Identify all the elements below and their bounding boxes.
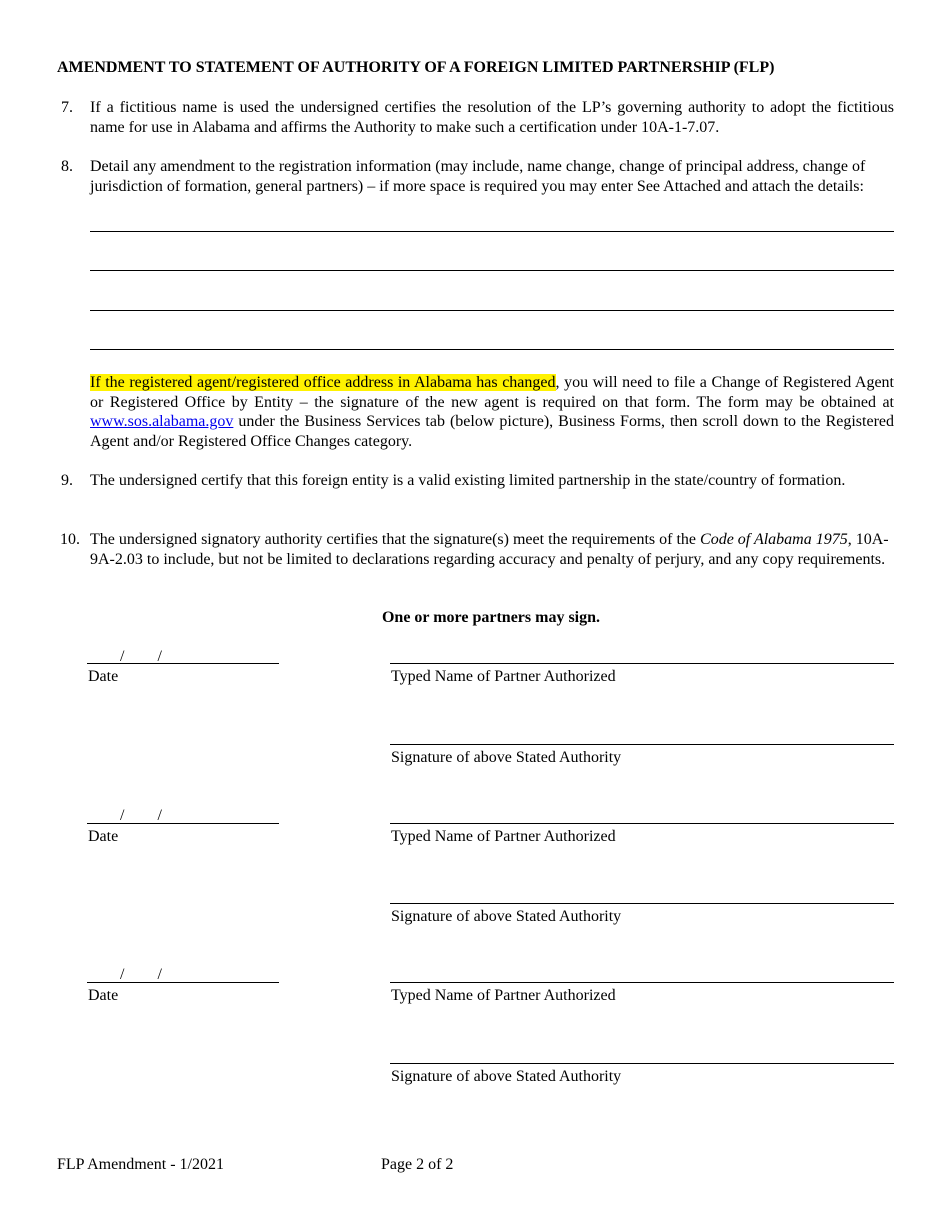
item-8-text: Detail any amendment to the registration information (may include, name change, change of principal address, change of jurisdiction of formation, general partners) – if more space is required you may enter See Attached and attach the details: — [90, 158, 866, 195]
date-line-2[interactable] — [87, 823, 279, 824]
date-field-3[interactable]: / / — [120, 966, 162, 983]
amendment-line-4[interactable] — [90, 349, 894, 350]
item-9-text: The undersigned certify that this foreign entity is a valid existing limited partnership in the state/country of formation. — [90, 472, 846, 489]
item-10-text-a: The undersigned signatory authority certifies that the signature(s) meet the requirements of the — [90, 531, 701, 548]
footer-page-number: Page 2 of 2 — [381, 1156, 454, 1173]
amendment-line-2[interactable] — [90, 270, 894, 271]
page-title: AMENDMENT TO STATEMENT OF AUTHORITY OF A FOREIGN LIMITED PARTNERSHIP (FLP) — [57, 59, 775, 76]
signature-line-3[interactable] — [390, 1063, 894, 1064]
date-field-1[interactable]: / / — [120, 648, 162, 665]
item-10-number: 10. — [60, 531, 80, 548]
typed-name-line-2[interactable] — [390, 823, 894, 824]
date-label-2: Date — [88, 828, 119, 845]
date-line-1[interactable] — [87, 663, 279, 664]
item-9-number: 9. — [61, 472, 73, 489]
date-field-2[interactable]: / / — [120, 807, 162, 824]
typed-name-line-3[interactable] — [390, 982, 894, 983]
sos-website-link[interactable]: www.sos.alabama.gov — [90, 413, 234, 430]
item-10-code-citation: Code of Alabama 1975 — [700, 531, 848, 548]
item-7-text: If a fictitious name is used the undersigned certifies the resolution of the LP’s governing authority to adopt the fictitious name for use in Alabama and affirms the Authority to make such a certification under 10A-1-7.07. — [90, 99, 894, 136]
typed-name-line-1[interactable] — [390, 663, 894, 664]
date-line-3[interactable] — [87, 982, 279, 983]
typed-name-label-1: Typed Name of Partner Authorized — [391, 668, 616, 685]
typed-name-label-3: Typed Name of Partner Authorized — [391, 987, 616, 1004]
registered-agent-note — [90, 373, 894, 451]
signature-line-2[interactable] — [390, 903, 894, 904]
typed-name-label-2: Typed Name of Partner Authorized — [391, 828, 616, 845]
signers-heading: One or more partners may sign. — [381, 609, 601, 626]
signature-label-1: Signature of above Stated Authority — [391, 749, 622, 766]
registered-agent-text-a: , you will need to file a Change of Registered Agent or Registered Office by Entity – the signature of the new agent is required on that form. The form may be obtained at — [90, 374, 894, 411]
signature-line-1[interactable] — [390, 744, 894, 745]
signature-label-2: Signature of above Stated Authority — [391, 908, 622, 925]
item-8-number: 8. — [61, 158, 73, 175]
signature-label-3: Signature of above Stated Authority — [391, 1068, 622, 1085]
amendment-line-3[interactable] — [90, 310, 894, 311]
item-10-text — [90, 530, 894, 569]
registered-agent-highlight: If the registered agent/registered office address in Alabama has changed — [90, 374, 556, 391]
date-label-1: Date — [88, 668, 119, 685]
registered-agent-text-b: under the Business Services tab (below picture), Business Forms, then scroll down to the Registered Agent and/or Registered Office Changes category. — [90, 413, 894, 450]
amendment-line-1[interactable] — [90, 231, 894, 232]
item-10-text-b: , 10A-9A-2.03 to include, but not be limited to declarations regarding accuracy and penalty of perjury, and any copy requirements. — [90, 531, 889, 568]
footer-form-id: FLP Amendment - 1/2021 — [57, 1156, 224, 1173]
item-7-number: 7. — [61, 99, 73, 116]
date-label-3: Date — [88, 987, 119, 1004]
